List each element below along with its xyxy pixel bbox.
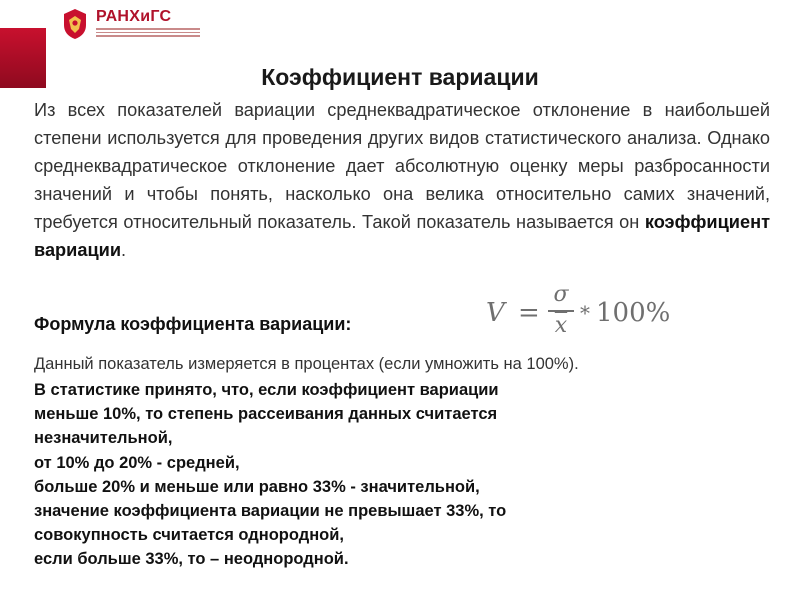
formula-denominator: x (554, 313, 568, 338)
slide-title: Коэффициент вариации (261, 64, 539, 90)
logo-subtitle-lines (96, 28, 200, 39)
intro-paragraph (34, 96, 770, 264)
rule-line: незначительной, (34, 429, 173, 448)
logo-name: РАНХиГС (96, 8, 172, 26)
formula-equals: = (518, 298, 540, 328)
intro-end: . (121, 240, 127, 260)
fraction-bar (548, 310, 574, 312)
rule-line: совокупность считается однородной, (34, 526, 344, 545)
rule-line: от 10% до 20% - средней, (34, 453, 240, 472)
formula-multiply: * (580, 301, 590, 325)
rule-line: если больше 33%, то – неоднородной. (34, 550, 349, 569)
rule-line: В статистике принято, что, если коэффициент вариации (34, 381, 499, 399)
rule-line: больше 20% и меньше или равно 33% - значительной, (34, 477, 480, 496)
formula-lhs: V (486, 298, 505, 328)
rule-line: меньше 10%, то степень рассеивания данных считается (34, 405, 498, 424)
ranepa-logo (60, 6, 200, 42)
formula-percent: 100% (596, 298, 671, 328)
intro-text: Из всех показателей вариации среднеквадратическое отклонение в наибольшей степени используется для проведения других видов статистического анализа. Однако среднеквадратическое отклонение дает абсолютную оценку меры разбросанности значений и чтобы понять, насколько она велика относительно самих значений, требуется относительный показатель. Такой показатель называется он (34, 100, 770, 232)
eagle-emblem-icon (60, 7, 90, 41)
interpretation-rules (34, 378, 774, 572)
formula-numerator: σ (553, 282, 569, 307)
rule-line: значение коэффициента вариации не превышает 33%, то (34, 502, 507, 521)
percent-note: Данный показатель измеряется в процентах (если умножить на 100%). (34, 355, 579, 373)
intro-bold-term: коэффициент вариации (34, 212, 770, 260)
formula-fraction (548, 282, 574, 338)
variation-formula (486, 282, 676, 344)
formula-heading: Формула коэффициента вариации: (34, 314, 352, 334)
